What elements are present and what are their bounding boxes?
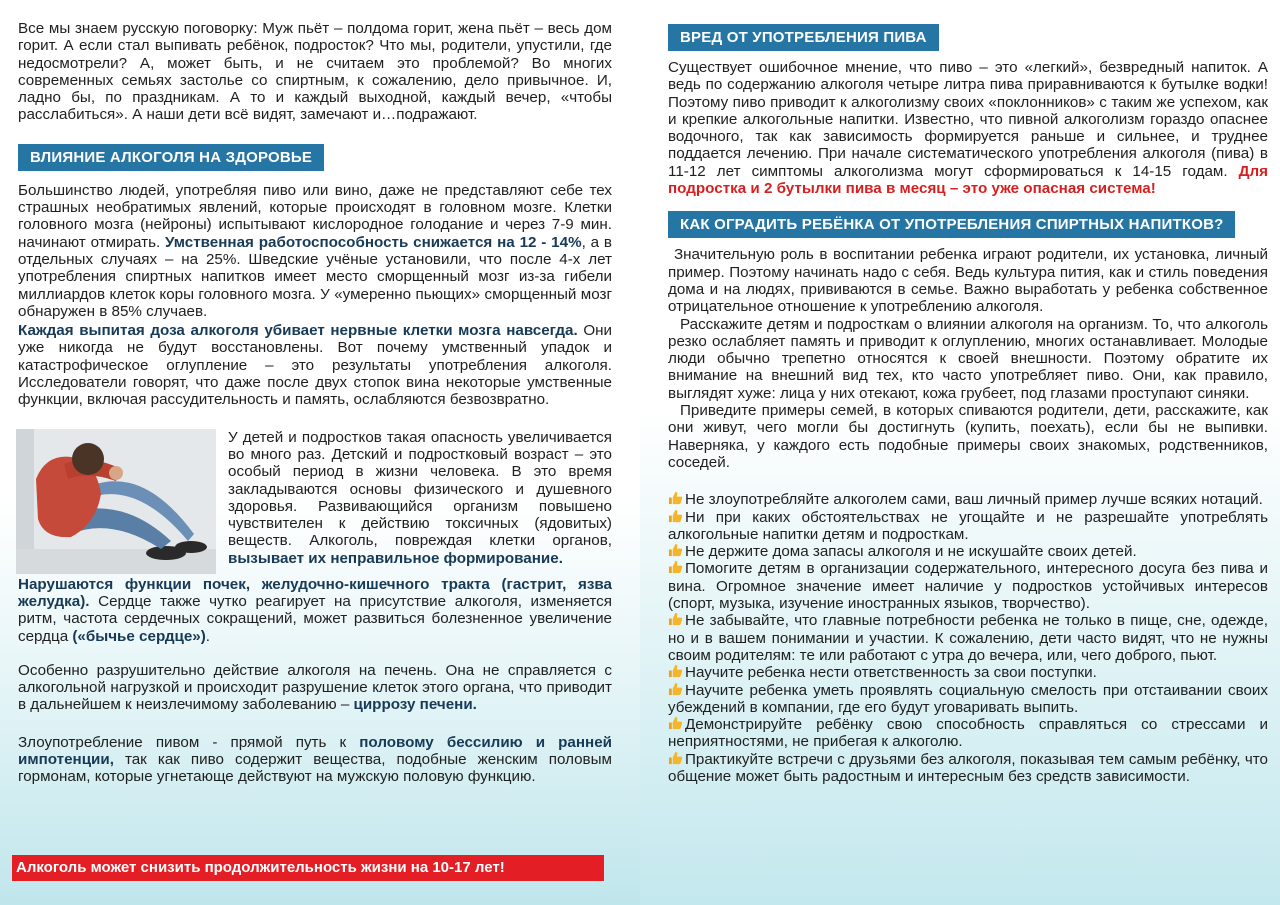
thumbs-up-icon: [668, 509, 683, 523]
beer-harm-paragraph: [668, 59, 1268, 197]
brain-text-a: Большинство людей, употребляя пиво или вино, даже не представляют себе тех страшных необратимых явлений, которые происходят в головном мозге. Клетки головного мозга (нейроны) испытывают кислородное голодание и через 7-9 мин. начинают отмирать.: [18, 181, 612, 251]
tip-item: [668, 716, 1268, 751]
thumbs-up-icon: [668, 664, 683, 678]
tip-text: Не забывайте, что главные потребности ребенка не только в пище, сне, одежде, но и в вашем понимании и участии. К сожалению, дети часто видят, что не нужны своим родителям: те или работают с утра до вечера, или, чего доброго, пьют.: [668, 612, 1268, 664]
organs-text: Сердце также чутко реагирует на присутствие алкоголя, изменяется ритм, частота сердечных сокращений, может развиться болезненное увеличение сердца: [18, 592, 612, 645]
tip-text: Научите ребенка нести ответственность за свои поступки.: [685, 664, 1097, 682]
brain-text-b: , а в отдельных случаях – на 25%. Шведские учёные установили, что после 4-х лет употребления спиртных напитков имеет место сморщенный мозг из-за гибели миллиардов клеток коры головного мозга. У «умеренно пьющих» сморщенный мозг обнаружен в 85% случаев.: [18, 233, 612, 320]
teen-block: [18, 429, 612, 645]
thumbs-up-icon: [668, 560, 683, 574]
right-column: [640, 0, 1280, 905]
tip-text: Не злоупотребляйте алкоголем сами, ваш личный пример лучше всяких нотаций.: [685, 491, 1263, 509]
bull-heart-highlight: («бычье сердце»): [72, 627, 206, 645]
organs-highlight: Нарушаются функции почек, желудочно-кишечного тракта (гастрит, язва желудка).: [18, 575, 612, 610]
impotence-text-b: так как пиво содержит вещества, подобные женским половым гормонам, которые угнетающе действуют на мужскую половую функцию.: [18, 751, 612, 786]
protect-paragraph-3: Приведите примеры семей, в которых спиваются родители, дети, расскажите, как они живут, чего могли бы достигнуть (купить, поехать), если бы не выпивки. Наверняка, у каждого есть подобные примеры своих знакомых, родственников, соседей.: [668, 402, 1268, 471]
thumbs-up-icon: [668, 716, 683, 730]
neurons-highlight: Каждая выпитая доза алкоголя убивает нервные клетки мозга навсегда.: [18, 322, 578, 340]
tip-text: Практикуйте встречи с друзьями без алкоголя, показывая тем самым ребёнку, что общение может быть радостным и интересным без средств зависимости.: [668, 750, 1268, 785]
tip-item: [668, 491, 1268, 508]
beer-harm-title: ВРЕД ОТ УПОТРЕБЛЕНИЯ ПИВА: [668, 24, 939, 51]
teen-text: У детей и подростков такая опасность увеличивается во много раз. Детский и подростковый возраст – это особый период в жизни человека. В это время закладываются основы физического и душевного здоровья. Развивающийся организм повышено чувствителен к действию токсичных (ядовитых) веществ. Алкоголь, повреждая клетки органов,: [228, 428, 612, 550]
tip-item: [668, 612, 1268, 664]
tip-text: Ни при каких обстоятельствах не угощайте и не разрешайте употреблять алкогольные напитки детям и подросткам.: [668, 508, 1268, 543]
health-section-title: ВЛИЯНИЕ АЛКОГОЛЯ НА ЗДОРОВЬЕ: [18, 144, 324, 171]
tip-text: Не держите дома запасы алкоголя и не искушайте своих детей.: [685, 543, 1137, 561]
tip-item: [668, 682, 1268, 717]
sad-teen-illustration: [16, 429, 216, 574]
tip-text: Помогите детям в организации содержательного, интересного досуга без пива и вина. Огромное значение имеет наличие у подростков устойчивых интересов (спорт, музыка, изучение иностранных языков, творчество).: [668, 560, 1268, 613]
tip-item: [668, 560, 1268, 612]
life-expectancy-banner: Алкоголь может снизить продолжительность жизни на 10-17 лет!: [12, 855, 604, 881]
thumbs-up-icon: [668, 751, 683, 765]
protect-paragraph-2: Расскажите детям и подросткам о влиянии алкоголя на организм. То, что алкоголь резко ослабляет память и приводит к оглуплению, многих останавливает. Молодые люди обычно трепетно относятся к своей внешности. Поэтому обратите их внимание на внешний вид тех, кто часто употребляет пиво. Они, как правило, выглядят хуже: лица у них отекают, кожа грубеет, под глазами проступают синяки.: [668, 315, 1268, 402]
impotence-text-a: Злоупотребление пивом - прямой путь к: [18, 733, 360, 751]
sad-teen-photo: [16, 429, 216, 574]
tip-text: Научите ребенка уметь проявлять социальную смелость при отстаивании своих убеждений в компании, где его будут уговаривать выпить.: [668, 681, 1268, 716]
liver-paragraph: [18, 662, 612, 714]
brain-paragraph: [18, 182, 612, 320]
protect-paragraph-1: Значительную роль в воспитании ребенка играют родители, их установка, личный пример. Поэтому начинать надо с себя. Ведь культура пития, как и стиль поведения дома и на людях, прививаются в семье. Важно выработать у ребенка собственное отрицательное отношение к употреблению алкоголя.: [668, 246, 1268, 316]
organs-paragraph: [18, 576, 612, 645]
liver-highlight: циррозу печени.: [353, 696, 477, 714]
organs-end: .: [205, 627, 211, 645]
tip-text: Демонстрируйте ребёнку свою способность справляться со стрессами и неприятностями, не прибегая к алкоголю.: [668, 716, 1268, 751]
thumbs-up-icon: [668, 543, 683, 557]
tips-list: [668, 491, 1268, 785]
liver-text: Особенно разрушительно действие алкоголя на печень. Она не справляется с алкогольной нагрузкой и происходит разрушение клеток этого органа, что приводит в дальнейшем к неизлечимому заболеванию –: [18, 661, 612, 714]
tip-item: [668, 751, 1268, 786]
tip-item: [668, 664, 1268, 681]
tip-item: [668, 543, 1268, 560]
tip-item: [668, 509, 1268, 544]
impotence-highlight: половому бессилию и ранней импотенции,: [18, 733, 613, 769]
neurons-text: Они уже никогда не будут восстановлены. Вот почему умственный упадок и катастрофическое оглупление – это результаты употребления алкоголя. Исследователи говорят, что даже после двух стопок вина некоторые умственные функции, включая рассудительность и память, ослабляются безвозвратно.: [18, 322, 613, 409]
beer-warning: Для подростка и 2 бутылки пива в месяц – это уже опасная система!: [668, 162, 1268, 198]
brain-highlight: Умственная работоспособность снижается на 12 - 14%: [165, 233, 582, 251]
beer-harm-text: Существует ошибочное мнение, что пиво – это «легкий», безвредный напиток. А ведь по содержанию алкоголя четыре литра пива приравниваются к бутылке водки! Поэтому пиво приводит к алкоголизму своих «поклонников» с таким же успехом, как и крепкие алкогольные напитки. Известно, что пивной алкоголизм гораздо опаснее водочного, так как зависимость формируется раньше и сильнее, и труднее поддается лечению. При начале систематического употребления алкоголя (пива) в 11-12 лет симптомы алкоголизма могут сформироваться к 14-15 годам.: [668, 59, 1268, 180]
intro-paragraph: Все мы знаем русскую поговорку: Муж пьёт – полдома горит, жена пьёт – весь дом горит. А если стал выпивать ребёнок, подросток? Что мы, родители, упустили, где недосмотрели? А, может быть, и не считаем это проблемой? Во многих современных семьях застолье со спиртным, к сожалению, дело привычное. И, ладно бы, по праздникам. А то и каждый выходной, каждый вечер, «чтобы расслабиться». А наши дети всё видят, замечают и…подражают.: [18, 20, 612, 124]
thumbs-up-icon: [668, 491, 683, 505]
neurons-paragraph: [18, 322, 612, 408]
protect-child-title: КАК ОГРАДИТЬ РЕБЁНКА ОТ УПОТРЕБЛЕНИЯ СПИРТНЫХ НАПИТКОВ?: [668, 211, 1235, 238]
teen-highlight: вызывает их неправильное формирование.: [228, 549, 563, 567]
thumbs-up-icon: [668, 612, 683, 626]
beer-impotence-paragraph: [18, 734, 612, 786]
thumbs-up-icon: [668, 682, 683, 696]
